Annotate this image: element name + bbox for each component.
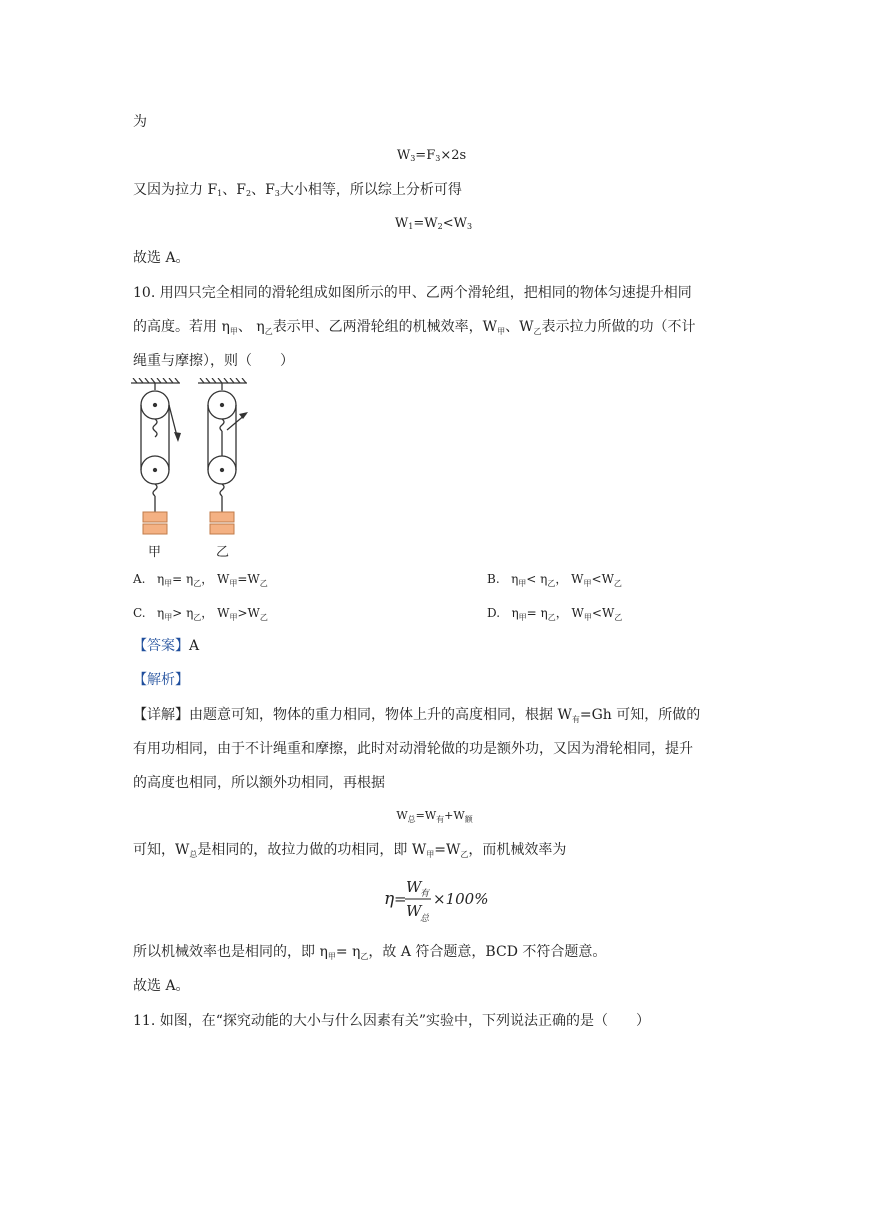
formula-numerator: W — [406, 878, 422, 896]
equation-total: $W_总=W_有+W_额$ — [396, 809, 473, 824]
formula-equals: = — [394, 890, 407, 908]
choose-a-1: 故选 A。 — [133, 250, 190, 266]
formula-times-100: ×100% — [433, 890, 489, 908]
question-10-line-2: 的高度。若用 $\eta_甲$、 $\eta_乙$表示甲、乙两滑轮组的机械效率，$W_甲$、$W_乙$表示拉力所做的功（不计 — [133, 319, 696, 336]
pulley-figure — [128, 378, 253, 567]
question-10-line-1: 10. 用四只完全相同的滑轮组成如图所示的甲、乙两个滑轮组，把相同的物体匀速提升相同 — [133, 285, 692, 301]
line-equal-forces: 又因为拉力 $F_1$、$F_2$、$F_3$大小相等，所以综上分析可得 — [133, 182, 462, 198]
detail-line-1: 【详解】由题意可知，物体的重力相同，物体上升的高度相同，根据 $W_有=Gh$ 可知，所做的 — [133, 707, 701, 724]
formula-denominator: W — [406, 902, 422, 920]
line-total: 可知，$W_总$是相同的，故拉力做的功相同，即 $W_甲=W_乙$，而机械效率为 — [133, 842, 567, 859]
pulley-diagram — [128, 378, 253, 563]
answer-line: 【答案】A — [133, 638, 200, 654]
analysis-heading: 【解析】 — [133, 672, 189, 688]
detail-line-2: 有用功相同，由于不计绳重和摩擦，此时对动滑轮做的功是额外功，又因为滑轮相同，提升 — [133, 741, 693, 757]
arrow-jia — [174, 432, 181, 442]
block-yi-bottom — [210, 524, 234, 534]
question-10-line-3: 绳重与摩擦），则（ ） — [133, 353, 294, 369]
question-11: 11. 如图，在“探究动能的大小与什么因素有关”实验中，下列说法正确的是（ ） — [133, 1013, 651, 1029]
label-jia: 甲 — [148, 545, 162, 560]
detail-line-3: 的高度也相同，所以额外功相同，再根据 — [133, 775, 385, 791]
formula-denominator-sub: 总 — [420, 914, 430, 924]
option-a[interactable]: A. $\eta_甲= \eta_乙$， $W_甲=W_乙$ — [133, 572, 268, 588]
formula-numerator-sub: 有 — [420, 889, 430, 899]
equation-compare: $W_1=W_2<W_3$ — [394, 216, 473, 231]
equation-w3: $W_3=F_3\times 2s$ — [396, 148, 467, 163]
efficiency-formula — [384, 874, 494, 930]
option-d[interactable]: D. $\eta_甲= \eta_乙$， $W_甲<W_乙$ — [487, 606, 623, 622]
option-b[interactable]: B. $\eta_甲< \eta_乙$， $W_甲<W_乙$ — [487, 572, 622, 588]
block-jia-top — [143, 512, 167, 522]
pulley-system-yi — [208, 383, 246, 512]
ceiling-yi — [198, 378, 247, 383]
choose-a-2: 故选 A。 — [133, 978, 190, 994]
label-yi: 乙 — [216, 545, 230, 560]
pulley-system-jia — [141, 383, 178, 512]
option-c[interactable]: C. $\eta_甲> \eta_乙$， $W_甲>W_乙$ — [133, 606, 268, 622]
formula-eta: η — [384, 889, 395, 909]
line-efficiency: 所以机械效率也是相同的，即 $\eta_甲= \eta_乙$，故 A 符合题意，BCD 不符合题意。 — [133, 944, 607, 961]
line-wei: 为 — [133, 114, 147, 130]
ceiling-jia — [131, 378, 180, 383]
block-yi-top — [210, 512, 234, 522]
block-jia-bottom — [143, 524, 167, 534]
